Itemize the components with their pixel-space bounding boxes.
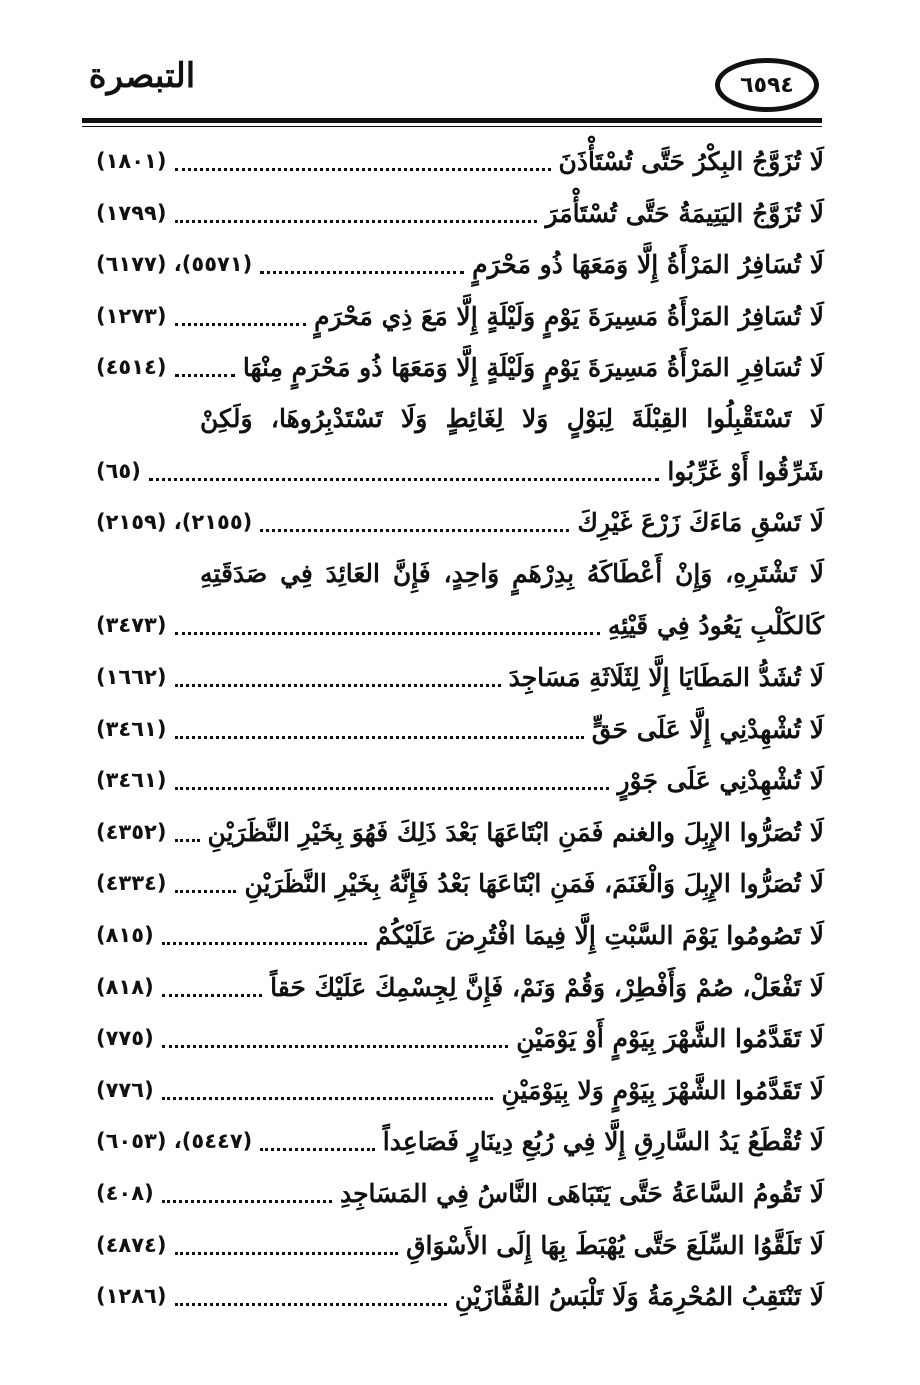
index-entry (96, 605, 824, 645)
leader-dots (175, 787, 610, 790)
entry-text: لَا تَقُومُ السَّاعَةُ حَتَّى يَتَبَاهَى النَّاسُ فِي المَسَاجِدِ (339, 1178, 824, 1208)
entry-text: لَا تَفْعَلْ، صُمْ وَأَفْطِرْ، وَقُمْ وَنَمْ، فَإِنَّ لِجِسْمِكَ عَلَيْكَ حَقاً (270, 972, 824, 1002)
entry-text: لَا تُصَرُّوا الإِبِلَ والغنم فَمَنِ ابْتَاعَهَا بَعْدَ ذَلِكَ فَهُوَ بِخَيْرِ النَّظَرَيْنِ (207, 817, 824, 847)
leader-dots (162, 1200, 332, 1203)
leader-dots (260, 271, 464, 274)
entry-text-line: لَا تَشْتَرِهِ، وَإِنْ أَعْطَاكَهُ بِدِرْهَمٍ وَاحِدٍ، فَإِنَّ العَائِدَ فِي صَدَقَتِهِ (200, 559, 824, 588)
index-entry (96, 1121, 824, 1161)
entry-reference: (٥٥٧١)، (٦١٧٧) (96, 252, 253, 276)
index-entry (96, 1018, 824, 1058)
index-entry (96, 967, 824, 1007)
leader-dots (175, 632, 600, 635)
leader-dots (260, 529, 569, 532)
index-entry (96, 657, 824, 697)
index-entry (96, 812, 824, 852)
entry-reference: (٢١٥٥)، (٢١٥٩) (96, 510, 253, 534)
entry-text: لَا تُشْهِدْنِي إِلَّا عَلَى حَقٍّ (591, 714, 824, 744)
leader-dots (175, 684, 501, 687)
leader-dots (162, 994, 262, 997)
entry-text: لَا تَسْقِ مَاءَكَ زَرْعَ غَيْرِكَ (577, 507, 824, 537)
entry-text: لَا تُسَافِرِ المَرْأَةُ مَسِيرَةَ يَوْمٍ وَلَيْلَةٍ إِلَّا وَمَعَهَا ذُو مَحْرَمٍ مِنْهَا (242, 352, 824, 382)
entry-text: لَا تَقَدَّمُوا الشَّهْرَ بِيَوْمٍ وَلا بِيَوْمَيْنِ (501, 1075, 824, 1105)
index-entry (96, 502, 824, 542)
entry-reference: (٨١٨) (96, 975, 154, 999)
leader-dots (175, 168, 551, 171)
entry-text: لَا تُقْطَعُ يَدُ السَّارِقِ إِلَّا فِي رُبُعِ دِينَارٍ فَصَاعِداً (382, 1126, 824, 1156)
entry-text: كَالكَلْبِ يَعُودُ فِي قَيْئِهِ (607, 610, 824, 640)
entry-text: لَا تُشَدُّ المَطَايَا إِلَّا لِثَلَاثَةِ مَسَاجِدَ (508, 662, 824, 692)
index-entry (96, 141, 824, 181)
index-entry (96, 709, 824, 749)
entry-reference: (٤٣٥٢) (96, 820, 167, 844)
entry-reference: (٤٠٨) (96, 1181, 154, 1205)
entry-reference: (٣٤٦١) (96, 717, 167, 741)
entry-text: لَا تَقَدَّمُوا الشَّهْرَ بِيَوْمٍ أَوْ يَوْمَيْنِ (516, 1023, 824, 1053)
entry-reference: (٧٧٦) (96, 1078, 154, 1102)
entry-text: لَا تَصُومُوا يَوْمَ السَّبْتِ إِلَّا فِيمَا افْتُرِضَ عَلَيْكُمْ (375, 920, 824, 950)
entry-text: لَا تُصَرُّوا الإِبِلَ وَالْغَنَمَ، فَمَنِ ابْتَاعَهَا بَعْدُ فَإِنَّهُ بِخَيْرِ النَّظَرَيْنِ (244, 868, 824, 898)
entry-reference: (٥٤٤٧)، (٦٠٥٣) (96, 1129, 253, 1153)
entry-text: لَا تُزَوَّجُ البِكْرُ حَتَّى تُسْتَأْذَنَ (558, 146, 824, 176)
entry-text: شَرِّقُوا أَوْ غَرِّبُوا (667, 456, 824, 486)
book-title: التبصرة (88, 56, 196, 96)
entry-reference: (١٨٠١) (96, 149, 167, 173)
entry-reference: (٤٣٣٤) (96, 871, 167, 895)
entry-text: لَا تُشْهِدْنِي عَلَى جَوْرٍ (617, 765, 824, 795)
entry-reference: (١٢٨٦) (96, 1284, 167, 1308)
index-entry (96, 760, 824, 800)
entry-text: لَا تُسَافِرُ المَرْأَةُ إِلَّا وَمَعَهَا ذُو مَحْرَمٍ (472, 249, 824, 279)
leader-dots (175, 1303, 447, 1306)
entry-reference: (١٧٩٩) (96, 201, 167, 225)
leader-dots (175, 374, 235, 377)
entry-text: لَا تَنْتَقِبُ المُحْرِمَةُ وَلَا تَلْبَسُ القُفَّازَيْنِ (454, 1281, 824, 1311)
entry-reference: (١٢٧٣) (96, 304, 167, 328)
leader-dots (175, 839, 200, 842)
entry-text: لَا تَلَقَّوُا السِّلَعَ حَتَّى يُهْبَطَ بِهَا إِلَى الأَسْوَاقِ (406, 1230, 824, 1260)
leader-dots (162, 942, 368, 945)
entry-reference: (٨١٥) (96, 923, 154, 947)
leader-dots (175, 736, 584, 739)
entry-reference: (٤٨٧٤) (96, 1233, 167, 1257)
index-entry (96, 451, 824, 491)
leader-dots (260, 1148, 375, 1151)
index-entry (96, 193, 824, 233)
entry-text: لَا تُسَافِرُ المَرْأَةُ مَسِيرَةَ يَوْمٍ وَلَيْلَةٍ إِلَّا مَعَ ذِي مَحْرَمٍ (314, 301, 824, 331)
entry-reference: (٧٧٥) (96, 1026, 154, 1050)
index-entry (96, 347, 824, 387)
leader-dots (175, 220, 538, 223)
leader-dots (162, 1097, 494, 1100)
leader-dots (175, 1252, 399, 1255)
leader-dots (175, 323, 307, 326)
entry-reference: (١٦٦٢) (96, 665, 167, 689)
page-number: ٦٥٩٤ (715, 58, 819, 112)
entry-text: لَا تُزَوَّجُ اليَتِيمَةُ حَتَّى تُسْتَأْمَرَ (545, 198, 824, 228)
index-entry (96, 863, 824, 903)
entry-reference: (٣٤٦١) (96, 768, 167, 792)
index-entry (96, 1276, 824, 1316)
entry-text-line: لَا تَسْتَقْبِلُوا القِبْلَةَ لِبَوْلٍ وَلا لِغَائِطٍ وَلَا تَسْتَدْبِرُوهَا، وَلَكِنْ (200, 404, 824, 433)
entry-reference: (٣٤٧٣) (96, 613, 167, 637)
leader-dots (162, 1045, 509, 1048)
index-entry (96, 1173, 824, 1213)
entry-reference: (٦٥) (96, 459, 141, 483)
index-entry (96, 1225, 824, 1265)
leader-dots (175, 890, 237, 893)
index-entry (96, 296, 824, 336)
index-entry (96, 915, 824, 955)
leader-dots (149, 478, 659, 481)
entry-reference: (٤٥١٤) (96, 355, 167, 379)
index-entry (96, 244, 824, 284)
index-entry (96, 1070, 824, 1110)
